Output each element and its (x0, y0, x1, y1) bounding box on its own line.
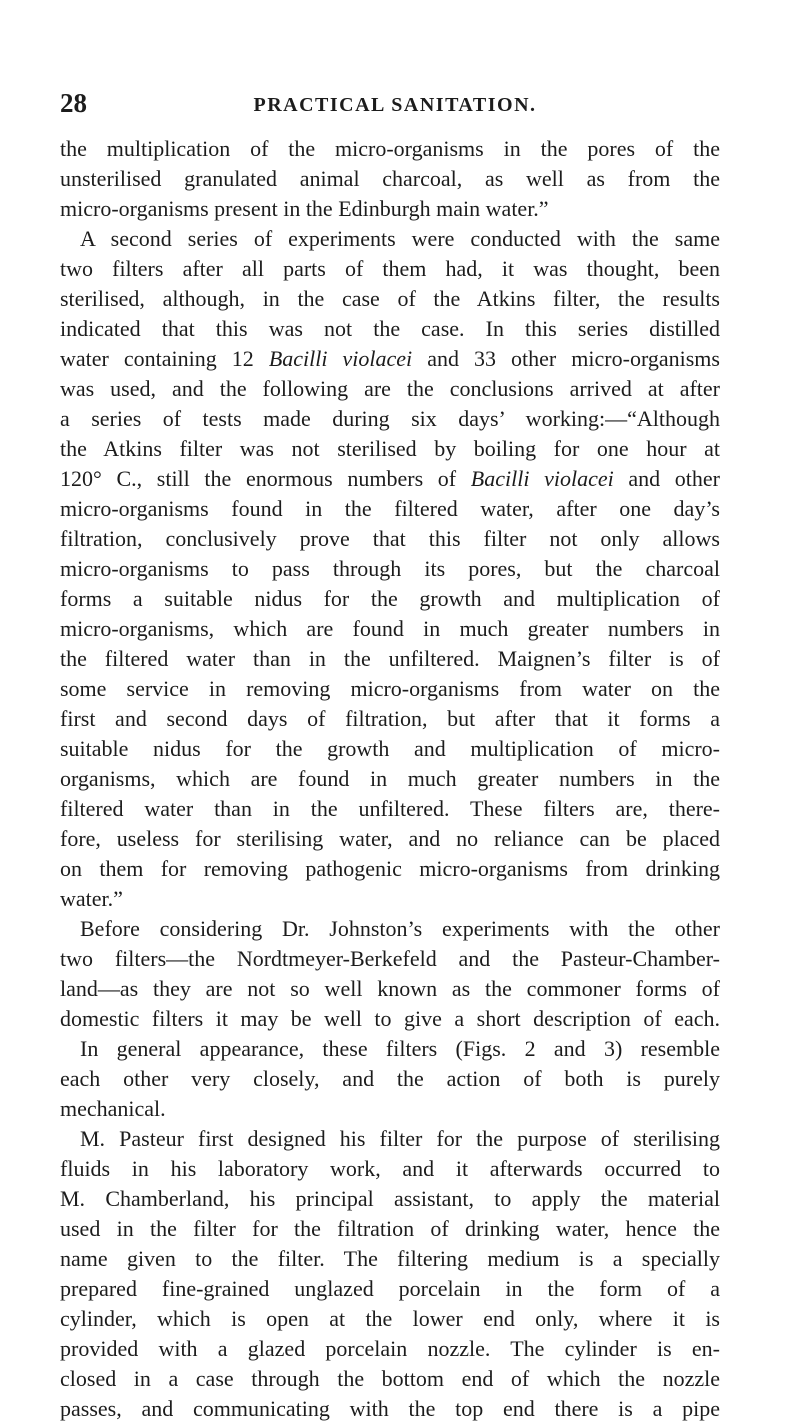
text-line (60, 1274, 720, 1304)
text-line (60, 914, 720, 944)
text-segment: fluids in his laboratory work, and it afterwards occurred to (60, 1156, 720, 1181)
text-segment: and 33 other micro-organisms (412, 346, 720, 371)
text-segment: forms a suitable nidus for the growth and multiplication of (60, 586, 720, 611)
text-segment: cylinder, which is open at the lower end only, where it is (60, 1306, 720, 1331)
text-segment: sterilised, although, in the case of the Atkins filter, the results (60, 286, 720, 311)
text-line (60, 1214, 720, 1244)
text-line (60, 1394, 720, 1424)
page-number: 28 (60, 88, 87, 118)
text-segment: water containing 12 (60, 346, 269, 371)
text-segment: prepared fine-grained unglazed porcelain in the form of a (60, 1276, 720, 1301)
text-segment: the filtered water than in the unfiltered. Maignen’s filter is of (60, 646, 720, 671)
text-line (60, 944, 720, 974)
page-header (60, 86, 720, 120)
text-segment: was used, and the following are the conclusions arrived at after (60, 376, 720, 401)
text-segment: a series of tests made during six days’ working:—“Although (60, 406, 720, 431)
text-segment: used in the filter for the filtration of drinking water, hence the (60, 1216, 720, 1241)
text-line (60, 584, 720, 614)
text-segment: Before considering Dr. Johnston’s experiments with the other (80, 916, 720, 941)
text-line (60, 404, 720, 434)
text-line (60, 794, 720, 824)
text-segment: micro-organisms present in the Edinburgh main water.” (60, 196, 549, 221)
text-segment: two filters after all parts of them had, it was thought, been (60, 256, 720, 281)
text-line (60, 134, 720, 164)
text-segment: fore, useless for sterilising water, and no reliance can be placed (60, 826, 720, 851)
text-segment: filtered water than in the unfiltered. These filters are, there- (60, 796, 720, 821)
text-segment: A second series of experiments were conducted with the same (80, 226, 720, 251)
text-line (60, 614, 720, 644)
text-segment: passes, and communicating with the top end there is a pipe (60, 1396, 720, 1421)
text-segment: domestic filters it may be well to give a short description of each. (60, 1006, 720, 1031)
text-line (60, 194, 720, 224)
text-line (60, 524, 720, 554)
text-segment: M. Chamberland, his principal assistant, to apply the material (60, 1186, 720, 1211)
text-line (60, 1094, 720, 1124)
text-line (60, 314, 720, 344)
text-line (60, 1184, 720, 1214)
text-segment: some service in removing micro-organisms from water on the (60, 676, 720, 701)
text-segment: water.” (60, 886, 123, 911)
text-line (60, 1334, 720, 1364)
text-segment: In general appearance, these filters (Figs. 2 and 3) resemble (80, 1036, 720, 1061)
text-segment: land—as they are not so well known as the commoner forms of (60, 976, 720, 1001)
text-segment: each other very closely, and the action of both is purely (60, 1066, 720, 1091)
text-segment: provided with a glazed porcelain nozzle. The cylinder is en- (60, 1336, 720, 1361)
text-line (60, 1004, 720, 1034)
text-line (60, 1154, 720, 1184)
text-segment: mechanical. (60, 1096, 166, 1121)
italic-text: Bacilli violacei (470, 466, 614, 491)
text-segment: and other (613, 466, 720, 491)
text-line (60, 1034, 720, 1064)
text-segment: organisms, which are found in much greater numbers in the (60, 766, 720, 791)
text-line (60, 434, 720, 464)
text-line (60, 1304, 720, 1334)
text-line (60, 974, 720, 1004)
italic-text: Bacilli violacei (268, 346, 413, 371)
text-line (60, 1124, 720, 1154)
text-segment: on them for removing pathogenic micro-organisms from drinking (60, 856, 720, 881)
text-segment: the multiplication of the micro-organisms in the pores of the (60, 136, 720, 161)
text-line (60, 1244, 720, 1274)
text-segment: two filters—the Nordtmeyer-Berkefeld and the Pasteur-Chamber- (60, 946, 720, 971)
text-segment: 120° C., still the enormous numbers of (60, 466, 471, 491)
text-segment: the Atkins filter was not sterilised by boiling for one hour at (60, 436, 720, 461)
text-line (60, 284, 720, 314)
text-line (60, 734, 720, 764)
text-segment: name given to the filter. The filtering medium is a specially (60, 1246, 720, 1271)
body-text (60, 134, 720, 1424)
running-title: PRACTICAL SANITATION. (253, 94, 537, 116)
text-segment: micro-organisms, which are found in much greater numbers in (60, 616, 720, 641)
text-segment: filtration, conclusively prove that this filter not only allows (60, 526, 720, 551)
text-line (60, 374, 720, 404)
text-line (60, 494, 720, 524)
text-line (60, 554, 720, 584)
text-line (60, 164, 720, 194)
text-line (60, 464, 720, 494)
text-line (60, 224, 720, 254)
text-segment: unsterilised granulated animal charcoal, as well as from the (60, 166, 720, 191)
text-segment: suitable nidus for the growth and multiplication of micro- (60, 736, 720, 761)
text-segment: first and second days of filtration, but after that it forms a (60, 706, 720, 731)
text-segment: M. Pasteur first designed his filter for the purpose of sterilising (80, 1126, 720, 1151)
text-line (60, 884, 720, 914)
text-line (60, 704, 720, 734)
text-segment: micro-organisms found in the filtered water, after one day’s (60, 496, 720, 521)
text-line (60, 764, 720, 794)
text-line (60, 824, 720, 854)
text-line (60, 854, 720, 884)
text-segment: closed in a case through the bottom end of which the nozzle (60, 1366, 720, 1391)
text-line (60, 344, 720, 374)
text-line (60, 1064, 720, 1094)
text-segment: micro-organisms to pass through its pores, but the charcoal (60, 556, 720, 581)
text-line (60, 674, 720, 704)
text-line (60, 254, 720, 284)
text-segment: indicated that this was not the case. In this series distilled (60, 316, 720, 341)
text-line (60, 1364, 720, 1394)
text-line (60, 644, 720, 674)
